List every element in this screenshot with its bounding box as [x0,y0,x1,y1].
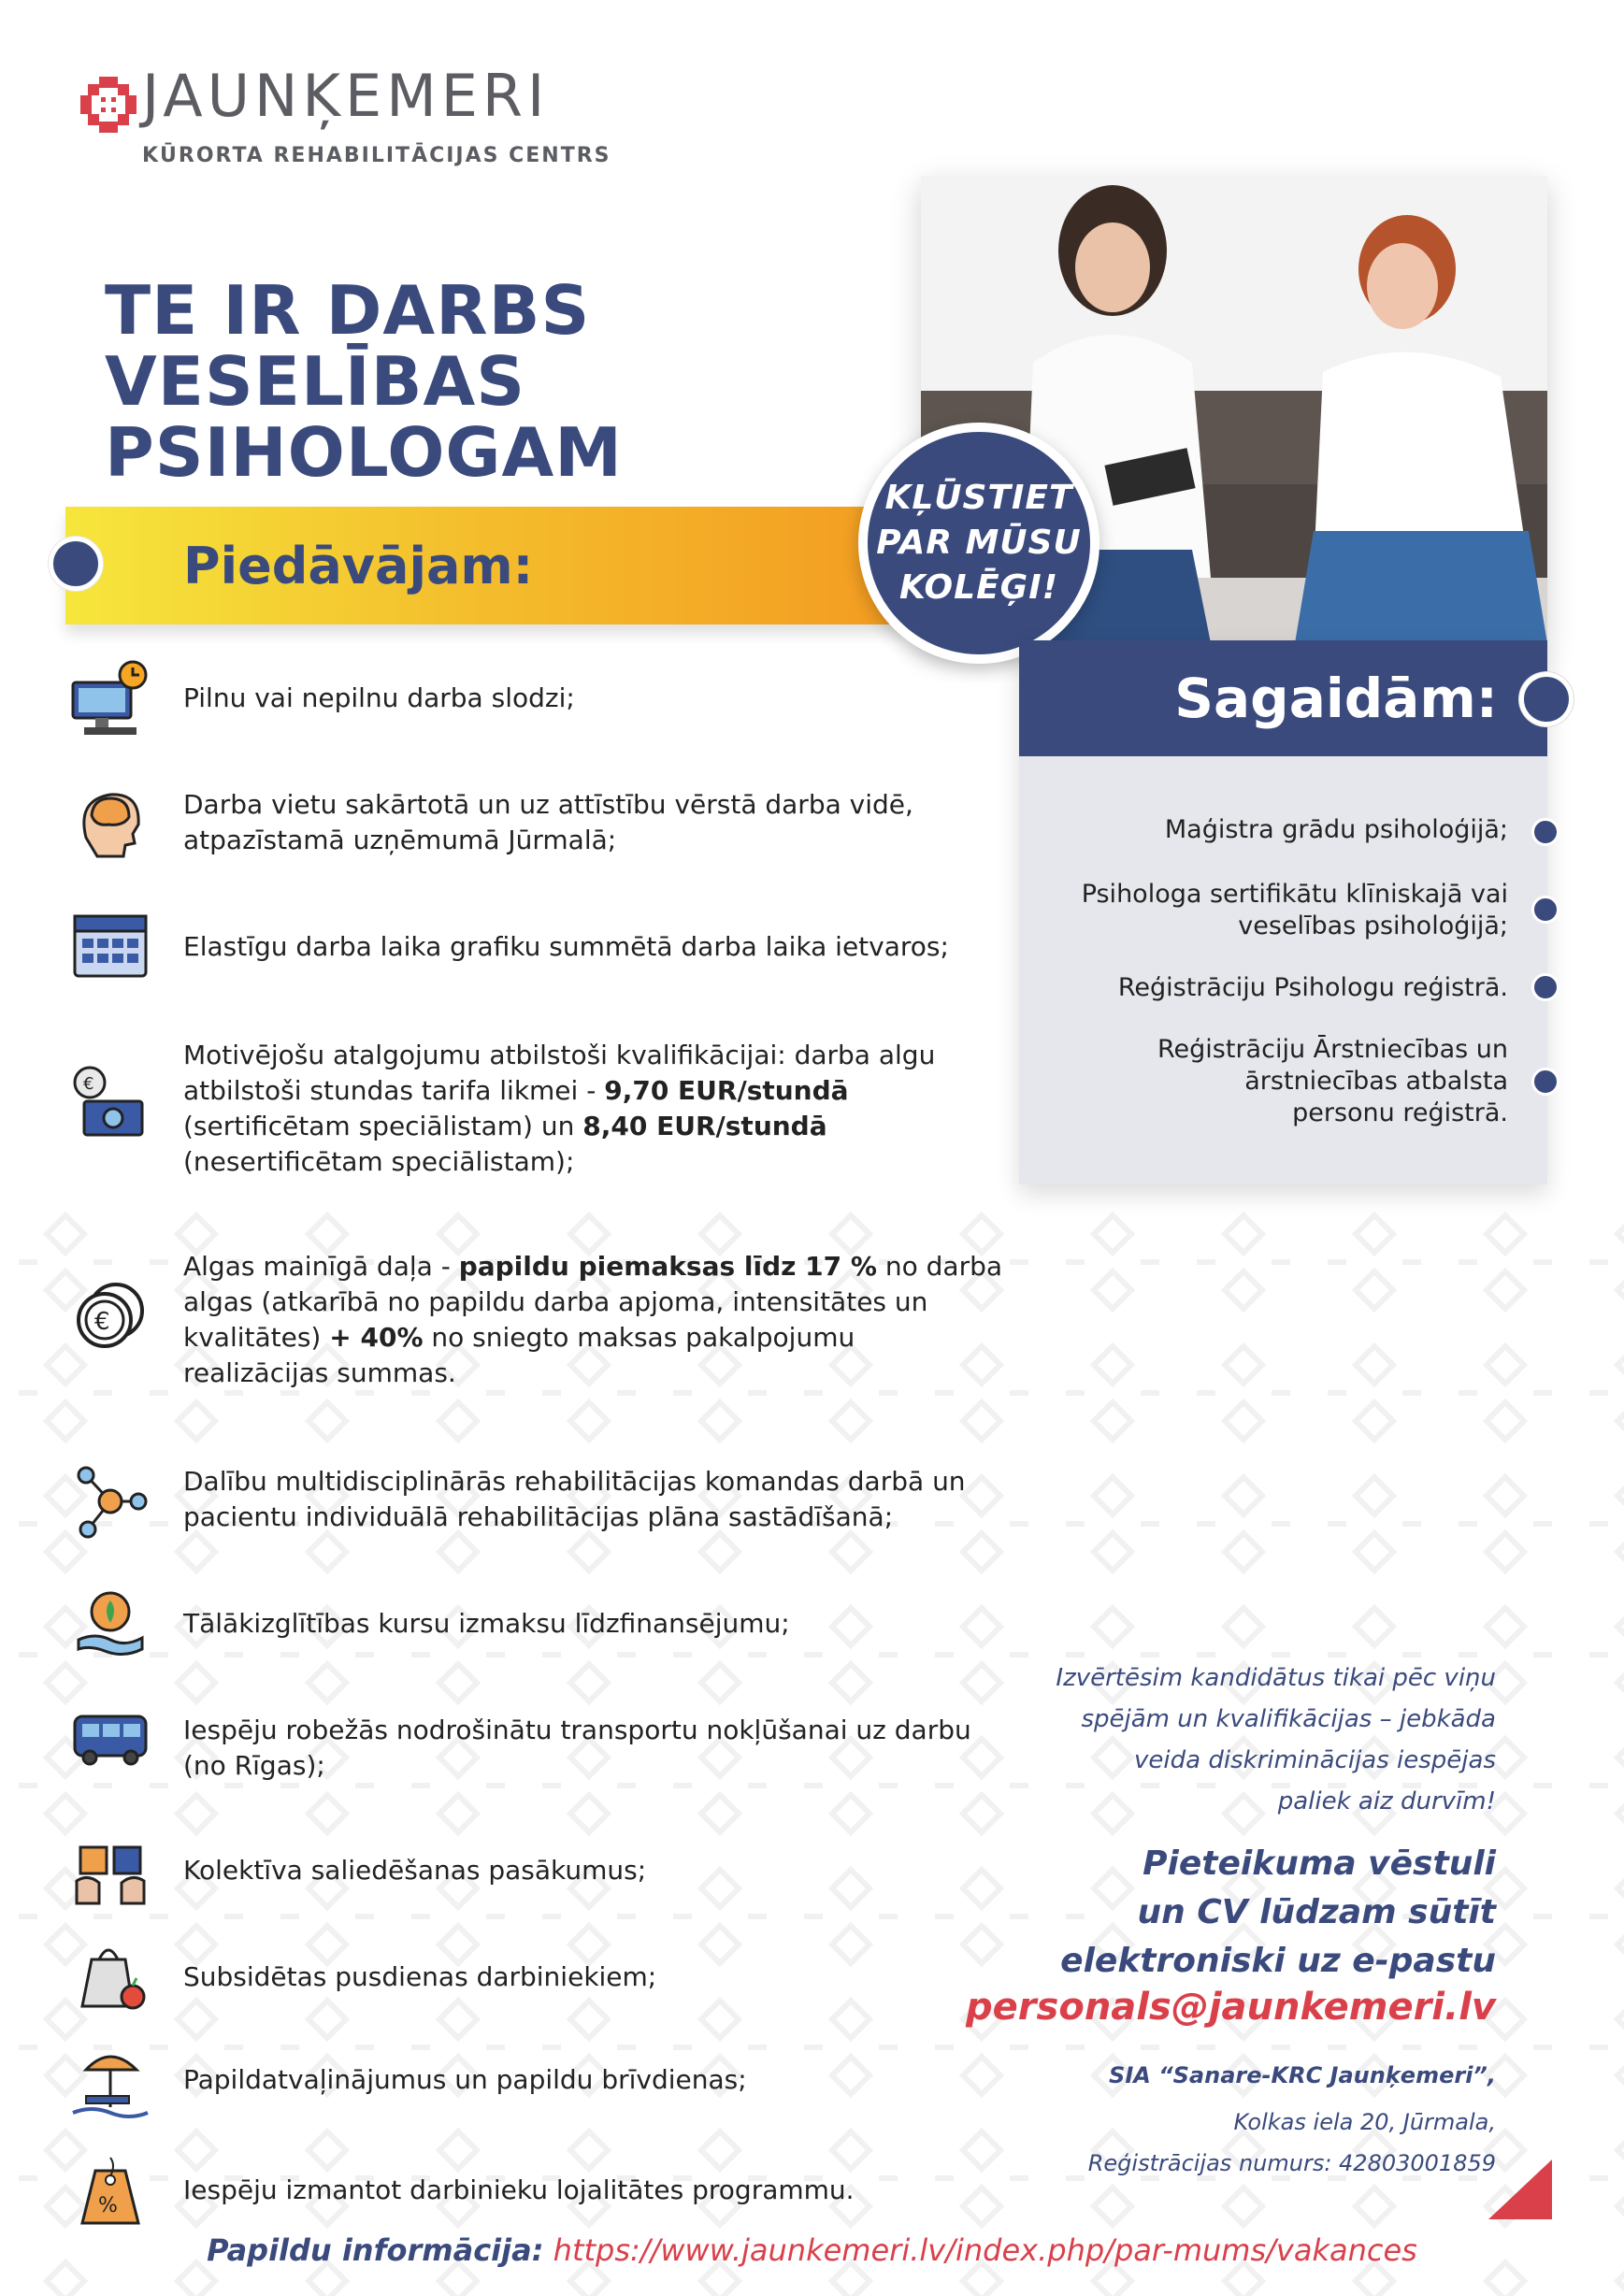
requirements-title: Sagaidām: [1174,667,1498,730]
brand-subtitle: KŪRORTA REHABILITĀCIJAS CENTRS [142,144,611,167]
calendar-icon [67,901,153,987]
contact-email-link[interactable]: personals@jaunkemeri.lv [966,1986,1496,2029]
offer-item-text: Papildatvaļinājumus un papildu brīvdienas; [183,2064,747,2095]
vacancies-link[interactable]: https://www.jaunkemeri.lv/index.php/par-mums/vakances [553,2232,1417,2268]
requirement-bullet-icon [1531,896,1559,924]
offer-title: Piedāvājam: [183,537,534,596]
requirement-bullet-icon [1531,1068,1559,1096]
money-icon [67,1060,153,1146]
title-line-1: TE IR DARBS [105,271,591,350]
offer-item-text: Kolektīva saliedēšanas pasākumus; [183,1855,647,1886]
svg-text:%: % [98,2194,118,2217]
text-part: no sniegto maksas pakalpojumu realizācijas summas. [183,1322,855,1388]
apply-instructions: Pieteikuma vēstuli un CV lūdzam sūtīt elektroniski uz e-pastu [1060,1844,1496,1980]
rate-uncertified: 8,40 EUR/stundā [582,1111,827,1141]
euro-coins-icon [67,1273,153,1359]
company-name: SIA “Sanare-KRC Jaunķemeri”, [1109,2062,1496,2088]
offer-item-text [183,1249,1006,1391]
offer-dot-icon [49,537,103,591]
offer-item-text: Iespēju robežās nodrošinātu transportu nokļūšanai uz darbu (no Rīgas); [183,1715,971,1781]
brand-name: JAUNĶEMERI [142,62,550,130]
text-part: no darba algas (atkarībā no papildu darba apjoma, intensitātes un kvalitātes) [183,1251,1003,1353]
svg-text:€: € [83,1074,94,1094]
offer-item-text: Iespēju izmantot darbinieku lojalitātes programmu. [183,2174,855,2205]
bus-icon [67,1694,153,1780]
requirement-item: Reģistrāciju Ārstniecības un ārstniecības atbalsta personu reģistrā. [1157,1035,1508,1127]
offer-item-text: Elastīgu darba laika grafiku summētā darba laika ietvaros; [183,931,949,962]
badge-line-1: KĻŪSTIET [884,479,1073,517]
requirement-item: Reģistrāciju Psihologu reģistrā. [1117,973,1508,1002]
offer-item-text [183,1038,1006,1180]
lunch-bag-icon [67,1931,153,2017]
badge-line-2: PAR MŪSU [876,524,1082,562]
text-part: (sertificētam speciālistam) un [183,1111,583,1141]
more-info-footer [0,2232,1624,2268]
title-line-2: VESELĪBAS [105,342,526,421]
page-title [105,271,623,492]
offer-item-text: Darba vietu sakārtotā un uz attīstību vērstā darba vidē, atpazīstamā uzņēmumā Jūrmalā; [183,789,913,855]
text-part: Algas mainīgā daļa - [183,1251,459,1282]
offer-item-text: Dalību multidisciplinārās rehabilitācijas komandas darbā un pacientu individuālā rehabilitācijas plāna sastādīšanā; [183,1466,966,1532]
offer-item-text: Pilnu vai nepilnu darba slodzi; [183,682,575,713]
non-discrimination-note: Izvērtēsim kandidātus tikai pēc viņu spējām un kvalifikācijas – jebkāda veida diskriminācijas iespējas paliek aiz durvīm! [1056,1664,1496,1815]
corner-triangle-icon [1488,2160,1552,2219]
offer-item-text: Tālākizglītības kursu izmaksu līdzfinansējumu; [183,1608,790,1639]
bonus-percent: papildu piemaksas līdz 17 % [458,1251,877,1282]
company-address: Kolkas iela 20, Jūrmala, [1233,2109,1496,2135]
teamwork-icon [67,1829,153,1915]
text-part: Motivējošu atalgojumu atbilstoši kvalifikācijai: darba algu atbilstoši stundas tarifa likmei - [183,1040,936,1106]
requirement-item: Psihologa sertifikātu klīniskajā vai veselības psiholoģijā; [1081,880,1508,940]
requirement-item: Maģistra grādu psiholoģijā; [1164,815,1508,844]
more-info-label: Papildu informācija: [207,2232,544,2268]
discount-tag-icon [67,2148,153,2234]
offer-item-text: Subsidētas pusdienas darbiniekiem; [183,1961,657,1992]
rate-certified: 9,70 EUR/stundā [604,1075,849,1106]
badge-line-3: KOLĒĢI! [898,568,1059,607]
svg-text:€: € [94,1308,110,1336]
company-reg-number: Reģistrācijas numurs: 42803001859 [1087,2150,1496,2176]
title-line-3: PSIHOLOGAM [105,413,623,492]
requirements-dot-icon [1519,672,1574,726]
education-icon [67,1580,153,1666]
text-part: (nesertificētam speciālistam); [183,1146,575,1177]
network-icon [67,1458,153,1544]
brain-head-icon [67,782,153,868]
join-us-badge [858,423,1099,664]
requirement-bullet-icon [1531,973,1559,1001]
workstation-icon [67,656,153,742]
bonus-share: + 40% [329,1322,424,1353]
logo-cross-icon [80,77,137,133]
beach-icon [67,2038,153,2124]
requirement-bullet-icon [1531,818,1559,846]
